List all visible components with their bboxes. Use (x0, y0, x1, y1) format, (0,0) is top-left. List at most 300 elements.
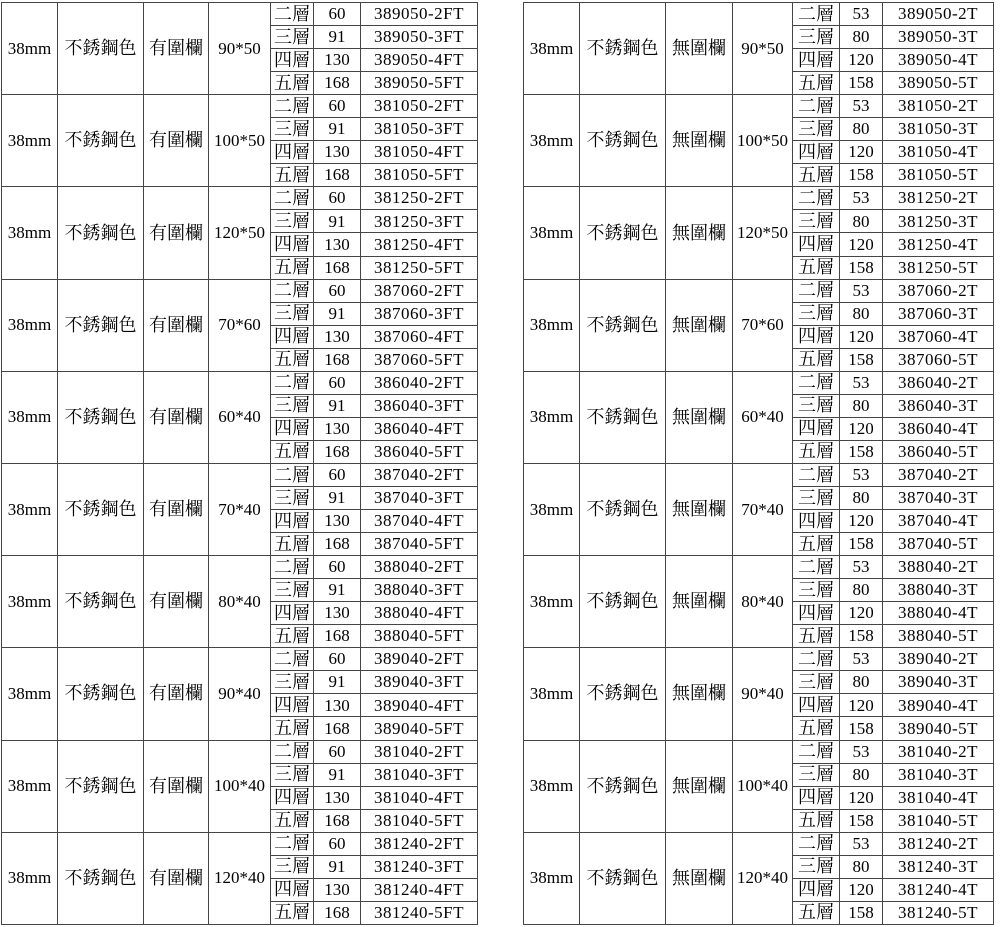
value-cell: 53 (840, 95, 883, 118)
code-cell: 381050-5T (883, 164, 994, 187)
code-cell: 386040-4FT (361, 417, 478, 440)
code-cell: 389040-4FT (361, 694, 478, 717)
code-cell: 381250-3FT (361, 210, 478, 233)
rail-cell: 有圍欄 (144, 463, 209, 555)
tier-cell: 三層 (793, 26, 840, 49)
code-cell: 388040-5FT (361, 625, 478, 648)
left-product-table (1, 2, 478, 925)
value-cell: 130 (314, 510, 361, 533)
code-cell: 381250-5FT (361, 256, 478, 279)
tier-cell: 四層 (793, 786, 840, 809)
tier-cell: 四層 (271, 510, 314, 533)
value-cell: 91 (314, 118, 361, 141)
code-cell: 387060-4FT (361, 325, 478, 348)
tier-cell: 五層 (271, 625, 314, 648)
spec-row (524, 371, 994, 394)
thickness-cell: 38mm (524, 371, 580, 463)
code-cell: 381050-3FT (361, 118, 478, 141)
value-cell: 158 (840, 256, 883, 279)
value-cell: 130 (314, 49, 361, 72)
value-cell: 60 (314, 556, 361, 579)
tier-cell: 三層 (271, 579, 314, 602)
tier-cell: 二層 (271, 556, 314, 579)
tier-cell: 四層 (271, 233, 314, 256)
value-cell: 130 (314, 786, 361, 809)
tier-cell: 五層 (793, 256, 840, 279)
code-cell: 381240-3T (883, 855, 994, 878)
tier-cell: 五層 (793, 717, 840, 740)
code-cell: 381240-3FT (361, 855, 478, 878)
thickness-cell: 38mm (2, 279, 58, 371)
spec-row (2, 556, 478, 579)
color-cell: 不銹鋼色 (58, 187, 144, 279)
value-cell: 168 (314, 533, 361, 556)
spec-row (524, 187, 994, 210)
spec-row (2, 371, 478, 394)
tier-cell: 五層 (271, 440, 314, 463)
code-cell: 381040-5FT (361, 809, 478, 832)
thickness-cell: 38mm (524, 95, 580, 187)
tier-cell: 三層 (271, 394, 314, 417)
code-cell: 381050-2FT (361, 95, 478, 118)
value-cell: 130 (314, 141, 361, 164)
value-cell: 130 (314, 602, 361, 625)
tier-cell: 三層 (271, 118, 314, 141)
value-cell: 80 (840, 763, 883, 786)
tier-cell: 四層 (793, 233, 840, 256)
tier-cell: 二層 (793, 371, 840, 394)
value-cell: 130 (314, 878, 361, 901)
code-cell: 388040-2T (883, 556, 994, 579)
tier-cell: 二層 (271, 371, 314, 394)
tier-cell: 五層 (271, 256, 314, 279)
tier-cell: 四層 (271, 786, 314, 809)
value-cell: 158 (840, 625, 883, 648)
tier-cell: 三層 (271, 671, 314, 694)
spec-row (524, 648, 994, 671)
thickness-cell: 38mm (2, 95, 58, 187)
value-cell: 60 (314, 95, 361, 118)
tier-cell: 三層 (793, 579, 840, 602)
tier-cell: 五層 (793, 164, 840, 187)
code-cell: 389050-2FT (361, 3, 478, 26)
size-cell: 120*40 (733, 832, 793, 924)
spec-row (2, 648, 478, 671)
value-cell: 53 (840, 463, 883, 486)
value-cell: 158 (840, 348, 883, 371)
value-cell: 168 (314, 901, 361, 924)
tier-cell: 二層 (271, 279, 314, 302)
code-cell: 387040-3T (883, 486, 994, 509)
tier-cell: 四層 (793, 602, 840, 625)
tier-cell: 二層 (271, 832, 314, 855)
size-cell: 90*40 (209, 648, 271, 740)
color-cell: 不銹鋼色 (580, 279, 666, 371)
thickness-cell: 38mm (524, 740, 580, 832)
code-cell: 381250-2FT (361, 187, 478, 210)
value-cell: 158 (840, 809, 883, 832)
tier-cell: 五層 (271, 901, 314, 924)
rail-cell: 有圍欄 (144, 648, 209, 740)
value-cell: 158 (840, 440, 883, 463)
size-cell: 100*40 (733, 740, 793, 832)
value-cell: 158 (840, 901, 883, 924)
code-cell: 388040-2FT (361, 556, 478, 579)
value-cell: 130 (314, 417, 361, 440)
code-cell: 387040-5T (883, 533, 994, 556)
value-cell: 168 (314, 440, 361, 463)
tier-cell: 四層 (271, 141, 314, 164)
value-cell: 120 (840, 786, 883, 809)
tier-cell: 二層 (793, 832, 840, 855)
color-cell: 不銹鋼色 (580, 3, 666, 95)
code-cell: 381050-3T (883, 118, 994, 141)
code-cell: 381240-4T (883, 878, 994, 901)
rail-cell: 無圍欄 (666, 95, 733, 187)
rail-cell: 無圍欄 (666, 463, 733, 555)
tier-cell: 三層 (271, 302, 314, 325)
size-cell: 60*40 (209, 371, 271, 463)
code-cell: 387040-4T (883, 510, 994, 533)
tier-cell: 五層 (793, 348, 840, 371)
code-cell: 381240-2FT (361, 832, 478, 855)
value-cell: 80 (840, 26, 883, 49)
thickness-cell: 38mm (2, 3, 58, 95)
tier-cell: 五層 (793, 809, 840, 832)
code-cell: 387060-3T (883, 302, 994, 325)
tier-cell: 四層 (271, 694, 314, 717)
value-cell: 80 (840, 210, 883, 233)
code-cell: 389040-2T (883, 648, 994, 671)
thickness-cell: 38mm (524, 279, 580, 371)
tier-cell: 二層 (271, 648, 314, 671)
value-cell: 91 (314, 394, 361, 417)
value-cell: 60 (314, 279, 361, 302)
value-cell: 120 (840, 325, 883, 348)
tier-cell: 三層 (271, 210, 314, 233)
tier-cell: 三層 (793, 855, 840, 878)
thickness-cell: 38mm (524, 3, 580, 95)
spec-row (524, 463, 994, 486)
tier-cell: 三層 (793, 118, 840, 141)
left-product-table-body (2, 3, 478, 925)
code-cell: 381040-4T (883, 786, 994, 809)
tier-cell: 五層 (271, 533, 314, 556)
color-cell: 不銹鋼色 (58, 279, 144, 371)
thickness-cell: 38mm (524, 556, 580, 648)
value-cell: 168 (314, 348, 361, 371)
color-cell: 不銹鋼色 (580, 95, 666, 187)
code-cell: 387060-5T (883, 348, 994, 371)
value-cell: 91 (314, 855, 361, 878)
value-cell: 168 (314, 809, 361, 832)
code-cell: 387040-5FT (361, 533, 478, 556)
color-cell: 不銹鋼色 (580, 463, 666, 555)
rail-cell: 無圍欄 (666, 740, 733, 832)
value-cell: 168 (314, 72, 361, 95)
tier-cell: 二層 (793, 463, 840, 486)
size-cell: 100*40 (209, 740, 271, 832)
rail-cell: 無圍欄 (666, 648, 733, 740)
code-cell: 381240-2T (883, 832, 994, 855)
code-cell: 389050-4FT (361, 49, 478, 72)
code-cell: 381040-3FT (361, 763, 478, 786)
tier-cell: 四層 (793, 694, 840, 717)
value-cell: 130 (314, 233, 361, 256)
code-cell: 381250-2T (883, 187, 994, 210)
color-cell: 不銹鋼色 (58, 371, 144, 463)
tier-cell: 四層 (793, 49, 840, 72)
tier-cell: 四層 (793, 417, 840, 440)
value-cell: 91 (314, 210, 361, 233)
rail-cell: 有圍欄 (144, 279, 209, 371)
size-cell: 80*40 (733, 556, 793, 648)
value-cell: 80 (840, 579, 883, 602)
size-cell: 70*40 (733, 463, 793, 555)
code-cell: 389040-5FT (361, 717, 478, 740)
tier-cell: 二層 (271, 3, 314, 26)
color-cell: 不銹鋼色 (580, 740, 666, 832)
code-cell: 386040-5T (883, 440, 994, 463)
value-cell: 130 (314, 694, 361, 717)
tier-cell: 二層 (271, 187, 314, 210)
code-cell: 387060-5FT (361, 348, 478, 371)
value-cell: 53 (840, 556, 883, 579)
value-cell: 60 (314, 740, 361, 763)
value-cell: 120 (840, 602, 883, 625)
value-cell: 80 (840, 671, 883, 694)
value-cell: 158 (840, 72, 883, 95)
size-cell: 90*50 (209, 3, 271, 95)
tier-cell: 二層 (793, 279, 840, 302)
value-cell: 80 (840, 118, 883, 141)
value-cell: 60 (314, 187, 361, 210)
code-cell: 381040-2FT (361, 740, 478, 763)
value-cell: 53 (840, 279, 883, 302)
tier-cell: 三層 (271, 855, 314, 878)
value-cell: 91 (314, 579, 361, 602)
code-cell: 386040-5FT (361, 440, 478, 463)
value-cell: 53 (840, 371, 883, 394)
color-cell: 不銹鋼色 (580, 648, 666, 740)
size-cell: 70*60 (733, 279, 793, 371)
tier-cell: 五層 (793, 72, 840, 95)
spec-row (524, 556, 994, 579)
code-cell: 386040-3T (883, 394, 994, 417)
value-cell: 91 (314, 26, 361, 49)
thickness-cell: 38mm (2, 371, 58, 463)
thickness-cell: 38mm (2, 556, 58, 648)
rail-cell: 無圍欄 (666, 832, 733, 924)
size-cell: 100*50 (733, 95, 793, 187)
thickness-cell: 38mm (2, 648, 58, 740)
code-cell: 389040-2FT (361, 648, 478, 671)
code-cell: 388040-5T (883, 625, 994, 648)
color-cell: 不銹鋼色 (58, 556, 144, 648)
code-cell: 389050-4T (883, 49, 994, 72)
tier-cell: 二層 (793, 95, 840, 118)
spec-row (524, 95, 994, 118)
code-cell: 381240-4FT (361, 878, 478, 901)
value-cell: 130 (314, 325, 361, 348)
code-cell: 389040-3T (883, 671, 994, 694)
value-cell: 120 (840, 141, 883, 164)
tier-cell: 三層 (793, 486, 840, 509)
value-cell: 60 (314, 832, 361, 855)
code-cell: 387060-3FT (361, 302, 478, 325)
rail-cell: 無圍欄 (666, 3, 733, 95)
value-cell: 60 (314, 463, 361, 486)
code-cell: 387040-2T (883, 463, 994, 486)
code-cell: 386040-4T (883, 417, 994, 440)
color-cell: 不銹鋼色 (580, 371, 666, 463)
value-cell: 53 (840, 648, 883, 671)
code-cell: 381040-2T (883, 740, 994, 763)
size-cell: 90*50 (733, 3, 793, 95)
value-cell: 158 (840, 164, 883, 187)
spec-row (524, 740, 994, 763)
value-cell: 53 (840, 832, 883, 855)
rail-cell: 無圍欄 (666, 556, 733, 648)
code-cell: 386040-3FT (361, 394, 478, 417)
spec-row (524, 3, 994, 26)
thickness-cell: 38mm (2, 463, 58, 555)
spec-row (2, 279, 478, 302)
spec-row (2, 95, 478, 118)
tier-cell: 四層 (793, 878, 840, 901)
size-cell: 60*40 (733, 371, 793, 463)
code-cell: 381240-5T (883, 901, 994, 924)
code-cell: 389050-5FT (361, 72, 478, 95)
thickness-cell: 38mm (524, 187, 580, 279)
thickness-cell: 38mm (524, 832, 580, 924)
value-cell: 168 (314, 256, 361, 279)
value-cell: 120 (840, 510, 883, 533)
rail-cell: 有圍欄 (144, 556, 209, 648)
value-cell: 53 (840, 740, 883, 763)
tier-cell: 三層 (271, 486, 314, 509)
spec-row (2, 740, 478, 763)
code-cell: 387040-4FT (361, 510, 478, 533)
color-cell: 不銹鋼色 (58, 648, 144, 740)
size-cell: 120*50 (733, 187, 793, 279)
value-cell: 80 (840, 486, 883, 509)
value-cell: 120 (840, 49, 883, 72)
code-cell: 389050-5T (883, 72, 994, 95)
color-cell: 不銹鋼色 (58, 3, 144, 95)
value-cell: 53 (840, 187, 883, 210)
value-cell: 120 (840, 233, 883, 256)
value-cell: 91 (314, 302, 361, 325)
tier-cell: 五層 (793, 440, 840, 463)
code-cell: 381250-4T (883, 233, 994, 256)
tier-cell: 三層 (793, 210, 840, 233)
right-product-table (523, 2, 994, 925)
rail-cell: 有圍欄 (144, 832, 209, 924)
spec-row (2, 187, 478, 210)
spec-row (524, 279, 994, 302)
size-cell: 70*60 (209, 279, 271, 371)
value-cell: 60 (314, 371, 361, 394)
tier-cell: 四層 (271, 602, 314, 625)
tier-cell: 二層 (271, 95, 314, 118)
thickness-cell: 38mm (524, 648, 580, 740)
tier-cell: 四層 (271, 417, 314, 440)
code-cell: 388040-3FT (361, 579, 478, 602)
value-cell: 80 (840, 302, 883, 325)
code-cell: 387040-2FT (361, 463, 478, 486)
rail-cell: 無圍欄 (666, 279, 733, 371)
spec-row (2, 832, 478, 855)
spec-row (524, 832, 994, 855)
value-cell: 53 (840, 3, 883, 26)
code-cell: 389050-2T (883, 3, 994, 26)
code-cell: 381050-2T (883, 95, 994, 118)
thickness-cell: 38mm (2, 740, 58, 832)
tier-cell: 三層 (793, 394, 840, 417)
value-cell: 120 (840, 878, 883, 901)
tier-cell: 五層 (793, 625, 840, 648)
size-cell: 80*40 (209, 556, 271, 648)
code-cell: 381050-4T (883, 141, 994, 164)
color-cell: 不銹鋼色 (58, 832, 144, 924)
rail-cell: 無圍欄 (666, 187, 733, 279)
rail-cell: 無圍欄 (666, 371, 733, 463)
tier-cell: 二層 (793, 187, 840, 210)
tier-cell: 三層 (793, 763, 840, 786)
tier-cell: 三層 (271, 26, 314, 49)
value-cell: 91 (314, 671, 361, 694)
code-cell: 388040-4FT (361, 602, 478, 625)
value-cell: 158 (840, 533, 883, 556)
code-cell: 388040-4T (883, 602, 994, 625)
code-cell: 386040-2T (883, 371, 994, 394)
tier-cell: 五層 (271, 348, 314, 371)
value-cell: 91 (314, 486, 361, 509)
tier-cell: 三層 (793, 671, 840, 694)
code-cell: 389040-5T (883, 717, 994, 740)
rail-cell: 有圍欄 (144, 740, 209, 832)
code-cell: 386040-2FT (361, 371, 478, 394)
tier-cell: 五層 (271, 809, 314, 832)
value-cell: 60 (314, 3, 361, 26)
tier-cell: 五層 (271, 164, 314, 187)
rail-cell: 有圍欄 (144, 3, 209, 95)
code-cell: 381240-5FT (361, 901, 478, 924)
value-cell: 168 (314, 717, 361, 740)
size-cell: 100*50 (209, 95, 271, 187)
size-cell: 90*40 (733, 648, 793, 740)
code-cell: 387060-2T (883, 279, 994, 302)
value-cell: 91 (314, 763, 361, 786)
tier-cell: 五層 (271, 72, 314, 95)
code-cell: 387040-3FT (361, 486, 478, 509)
color-cell: 不銹鋼色 (580, 832, 666, 924)
rail-cell: 有圍欄 (144, 371, 209, 463)
tier-cell: 四層 (271, 49, 314, 72)
tier-cell: 二層 (793, 740, 840, 763)
value-cell: 60 (314, 648, 361, 671)
code-cell: 388040-3T (883, 579, 994, 602)
code-cell: 381050-5FT (361, 164, 478, 187)
tier-cell: 二層 (793, 648, 840, 671)
value-cell: 158 (840, 717, 883, 740)
code-cell: 381250-5T (883, 256, 994, 279)
thickness-cell: 38mm (2, 832, 58, 924)
tier-cell: 三層 (793, 302, 840, 325)
tier-cell: 四層 (793, 510, 840, 533)
code-cell: 389040-4T (883, 694, 994, 717)
